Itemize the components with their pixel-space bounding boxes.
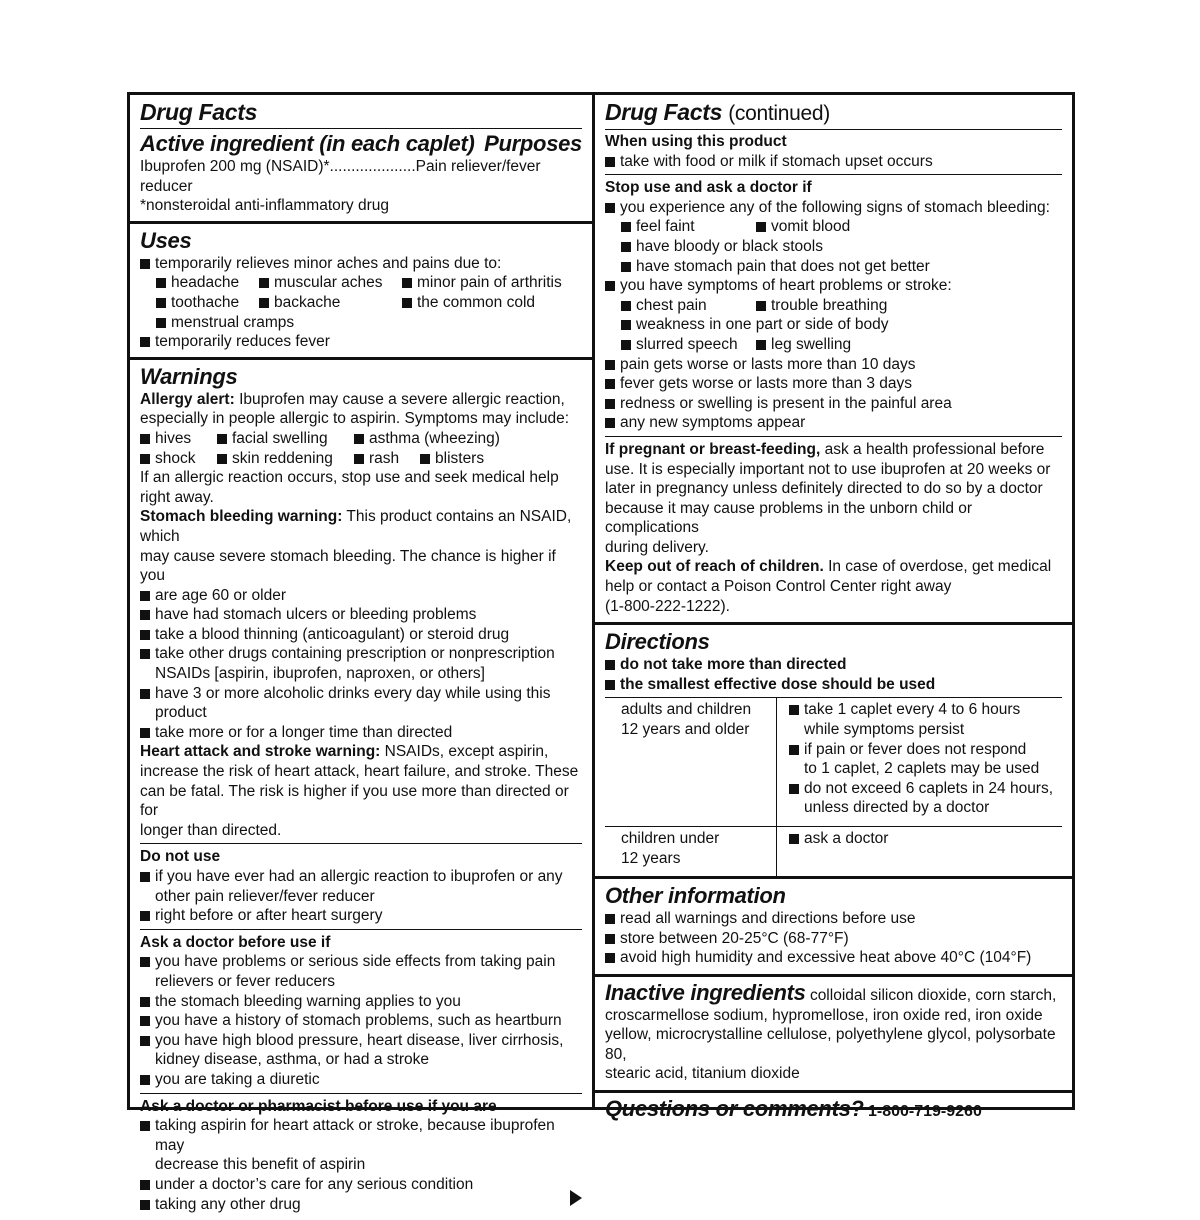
stop-use-heading: Stop use and ask a doctor if — [605, 179, 812, 197]
keep-out-line2: help or contact a Poison Control Center right away — [605, 578, 952, 596]
stomach-warning-line1: Stomach bleeding warning: This product contains an NSAID, which — [140, 508, 572, 545]
questions-phone: 1-800-719-9260 — [867, 1102, 982, 1120]
other-item: read all warnings and directions before use — [605, 909, 1062, 929]
other-information-section — [595, 879, 1072, 977]
allergy-after-line2: right away. — [140, 488, 214, 506]
warnings-heading: Warnings — [140, 363, 238, 389]
divider — [605, 174, 1062, 175]
ask-pharmacist-item-cont: decrease this benefit of aspirin — [155, 1156, 366, 1174]
active-heading-row — [140, 131, 582, 157]
uses-heading: Uses — [140, 227, 192, 253]
directions-heading: Directions — [605, 629, 710, 655]
ask-doctor-item-cont: relievers or fever reducers — [155, 972, 336, 990]
uses-subitem: toothache — [156, 293, 259, 313]
bleed-sign: have stomach pain that does not get better — [621, 257, 1062, 277]
ask-pharmacist-item: taking any other drug — [140, 1195, 582, 1215]
symptom-item: shock — [140, 449, 217, 469]
symptom-item: skin reddening — [217, 449, 354, 469]
symptom-list — [140, 429, 582, 468]
pregnant-line1: If pregnant or breast-feeding, ask a health professional before — [605, 440, 1045, 458]
symptom-item: blisters — [420, 449, 484, 469]
bleed-sign: have bloody or black stools — [621, 237, 1062, 257]
ask-doctor-item: you have a history of stomach problems, such as heartburn — [140, 1011, 582, 1031]
keep-out-line3: (1-800-222-1222). — [605, 597, 730, 615]
active-ingredient-line: Ibuprofen 200 mg (NSAID)*....................Pain reliever/fever reducer — [140, 158, 541, 195]
stomach-item: take more or for a longer time than directed — [140, 723, 582, 743]
allergy-alert-line1: Allergy alert: Ibuprofen may cause a severe allergic reaction, — [140, 390, 565, 408]
heart-signs-row — [621, 335, 1062, 355]
stop-use-item: you experience any of the following signs of stomach bleeding: — [605, 198, 1062, 218]
symptom-item: asthma (wheezing) — [354, 429, 500, 449]
heart-sign: trouble breathing — [756, 296, 887, 316]
divider — [140, 843, 582, 844]
inactive-line2: croscarmellose sodium, hypromellose, iron oxide red, iron oxide — [605, 1006, 1043, 1024]
questions-section — [595, 1093, 1072, 1128]
symptom-item: facial swelling — [217, 429, 354, 449]
age-label: children under — [621, 830, 720, 847]
directions-table — [605, 697, 1062, 876]
dose-item: ask a doctor — [789, 829, 1058, 849]
inactive-line1: Inactive ingredients colloidal silicon dioxide, corn starch, — [605, 979, 1057, 1005]
pregnant-line5: during delivery. — [605, 538, 709, 556]
right-column — [595, 95, 1072, 1121]
nsaid-footnote: *nonsteroidal anti-inflammatory drug — [140, 197, 389, 215]
stomach-item: take other drugs containing prescription or nonprescription — [140, 644, 582, 664]
keep-out-line1: Keep out of reach of children. In case of overdose, get medical — [605, 558, 1052, 576]
dose-item-cont: to 1 caplet, 2 caplets may be used — [804, 760, 1040, 778]
ask-pharmacist-item: under a doctor’s care for any serious condition — [140, 1175, 582, 1195]
other-information-heading: Other information — [605, 883, 786, 909]
bleed-signs-row — [621, 217, 1062, 237]
age-label: 12 years and older — [621, 721, 750, 739]
pregnant-line2: use. It is especially important not to use ibuprofen at 20 weeks or — [605, 460, 1051, 478]
stomach-item: have 3 or more alcoholic drinks every day while using this product — [140, 684, 582, 723]
do-not-use-item-cont: other pain reliever/fever reducer — [155, 887, 375, 905]
directions-item: do not take more than directed — [605, 655, 1062, 675]
stop-use-item: pain gets worse or lasts more than 10 days — [605, 355, 1062, 375]
dose-item-cont: while symptoms persist — [804, 721, 965, 739]
ask-doctor-item-cont: kidney disease, asthma, or had a stroke — [155, 1051, 429, 1069]
ask-doctor-item: you have high blood pressure, heart disease, liver cirrhosis, — [140, 1031, 582, 1051]
continued-section — [595, 95, 1072, 625]
uses-subitem: menstrual cramps — [156, 313, 582, 333]
stop-use-item: redness or swelling is present in the painful area — [605, 394, 1062, 414]
age-label: adults and children — [621, 701, 752, 719]
heart-warning-line4: longer than directed. — [140, 821, 282, 839]
dose-item: take 1 caplet every 4 to 6 hours — [789, 700, 1058, 720]
inactive-line4: stearic acid, titanium dioxide — [605, 1065, 800, 1083]
heart-sign: weakness in one part or side of body — [621, 315, 1062, 335]
directions-row-adults — [605, 698, 1062, 827]
allergy-after-line1: If an allergic reaction occurs, stop use and seek medical help — [140, 469, 559, 487]
dose-cell — [777, 827, 1062, 876]
drug-facts-label — [127, 92, 1075, 1213]
uses-subitem: minor pain of arthritis — [402, 273, 562, 293]
heart-warning-line3: can be fatal. The risk is higher if you use more than directed or for — [140, 782, 569, 820]
drug-facts-title: Drug Facts — [140, 99, 258, 125]
ask-doctor-item: you are taking a diuretic — [140, 1070, 582, 1090]
symptom-item: rash — [354, 449, 420, 469]
heart-sign: slurred speech — [621, 335, 756, 355]
uses-subitem: the common cold — [402, 293, 562, 313]
stop-use-item: any new symptoms appear — [605, 413, 1062, 433]
other-item: store between 20-25°C (68-77°F) — [605, 929, 1062, 949]
uses-section — [130, 224, 592, 360]
when-using-heading: When using this product — [605, 133, 787, 150]
age-cell — [605, 827, 777, 876]
dose-cell — [777, 698, 1062, 826]
divider — [140, 1093, 582, 1094]
do-not-use-item: if you have ever had an allergic reaction to ibuprofen or any — [140, 867, 582, 887]
uses-sublist — [156, 273, 582, 312]
pregnant-line3: later in pregnancy unless definitely directed to do so by a doctor — [605, 480, 1043, 498]
directions-item: the smallest effective dose should be used — [605, 675, 1062, 695]
heart-warning-line2: increase the risk of heart attack, heart failure, and stroke. These — [140, 763, 579, 781]
active-ingredient-section — [130, 95, 592, 224]
do-not-use-item: right before or after heart surgery — [140, 906, 582, 926]
inactive-ingredients-section — [595, 977, 1072, 1093]
ask-pharmacist-item: taking aspirin for heart attack or stroke, because ibuprofen may — [140, 1116, 582, 1155]
stomach-item: are age 60 or older — [140, 586, 582, 606]
ask-pharmacist-heading: Ask a doctor or pharmacist before use if you are — [140, 1097, 497, 1115]
stomach-item-cont: NSAIDs [aspirin, ibuprofen, naproxen, or others] — [155, 665, 485, 683]
warnings-section — [130, 360, 592, 1220]
age-cell — [605, 698, 777, 826]
continue-arrow-icon — [570, 1190, 582, 1206]
heart-sign: leg swelling — [756, 335, 851, 355]
age-label: 12 years — [621, 849, 681, 867]
heart-signs-row — [621, 296, 1062, 316]
other-item: avoid high humidity and excessive heat above 40°C (104°F) — [605, 948, 1062, 968]
ask-doctor-item: the stomach bleeding warning applies to you — [140, 992, 582, 1012]
divider — [605, 129, 1062, 130]
allergy-alert-line2: especially in people allergic to aspirin. Symptoms may include: — [140, 410, 570, 428]
questions-line: Questions or comments? 1-800-719-9260 — [605, 1095, 982, 1121]
heart-warning-line1: Heart attack and stroke warning: NSAIDs, except aspirin, — [140, 743, 549, 761]
bleed-sign: feel faint — [621, 217, 756, 237]
ask-doctor-item: you have problems or serious side effects from taking pain — [140, 952, 582, 972]
uses-subitem: headache — [156, 273, 259, 293]
uses-subitem: muscular aches — [259, 273, 402, 293]
stomach-item: have had stomach ulcers or bleeding problems — [140, 605, 582, 625]
when-using-item: take with food or milk if stomach upset occurs — [605, 152, 1062, 172]
ask-doctor-heading: Ask a doctor before use if — [140, 933, 331, 951]
pregnant-line4: because it may cause problems in the unborn child or complications — [605, 499, 973, 537]
inactive-line3: yellow, microcrystalline cellulose, polyethylene glycol, polysorbate 80, — [605, 1026, 1056, 1063]
active-ingredient-heading: Active ingredient (in each caplet) — [140, 131, 475, 156]
dose-item-cont: unless directed by a doctor — [804, 799, 990, 817]
stomach-item: take a blood thinning (anticoagulant) or steroid drug — [140, 625, 582, 645]
do-not-use-heading: Do not use — [140, 848, 221, 866]
dose-item: if pain or fever does not respond — [789, 740, 1058, 760]
directions-section — [595, 625, 1072, 879]
dose-item: do not exceed 6 caplets in 24 hours, — [789, 779, 1058, 799]
left-column — [130, 95, 595, 1213]
purposes-heading: Purposes — [484, 131, 582, 156]
symptom-item: hives — [140, 429, 217, 449]
divider — [140, 929, 582, 930]
uses-subitem: backache — [259, 293, 402, 313]
uses-item: temporarily relieves minor aches and pains due to: — [140, 254, 582, 274]
stomach-warning-line2: may cause severe stomach bleeding. The chance is higher if you — [140, 547, 556, 585]
directions-row-children — [605, 827, 1062, 876]
divider — [605, 436, 1062, 437]
bleed-sign: vomit blood — [756, 217, 850, 237]
divider — [140, 128, 582, 129]
stop-use-item: you have symptoms of heart problems or stroke: — [605, 276, 1062, 296]
uses-item: temporarily reduces fever — [140, 332, 582, 352]
stop-use-item: fever gets worse or lasts more than 3 days — [605, 374, 1062, 394]
heart-sign: chest pain — [621, 296, 756, 316]
drug-facts-continued-title: Drug Facts (continued) — [605, 99, 830, 125]
